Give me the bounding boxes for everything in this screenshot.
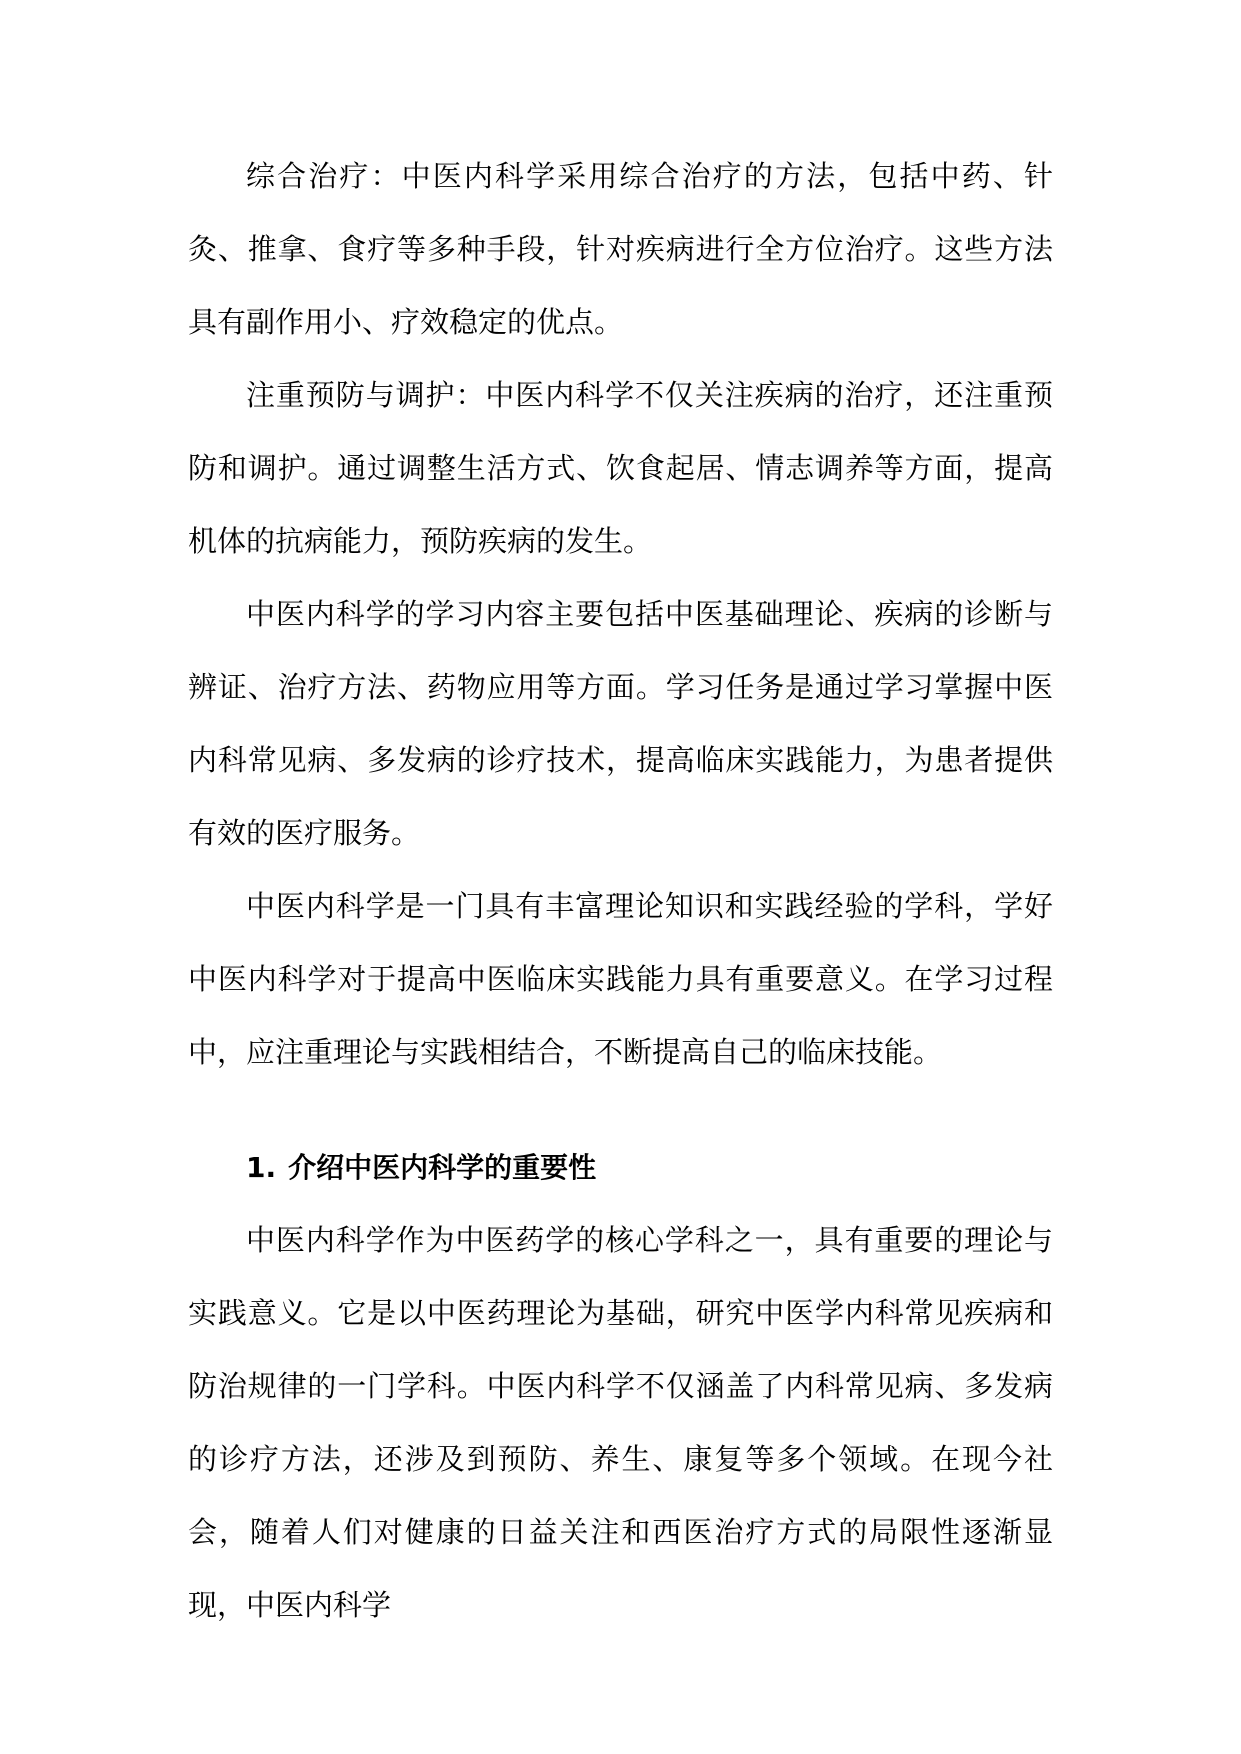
section-heading-text: 介绍中医内科学的重要性 <box>288 1151 597 1184</box>
section-heading <box>188 1131 1053 1204</box>
paragraph-prevention-and-care: 注重预防与调护：中医内科学不仅关注疾病的治疗，还注重预防和调护。通过调整生活方式、饮食起居、情志调养等方面，提高机体的抗病能力，预防疾病的发生。 <box>188 378 1053 558</box>
paragraph-learning-content: 中医内科学的学习内容主要包括中医基础理论、疾病的诊断与辨证、治疗方法、药物应用等方面。学习任务是通过学习掌握中医内科常见病、多发病的诊疗技术，提高临床实践能力，为患者提供有效的医疗服务。 <box>188 597 1053 850</box>
section-heading-number: 1. <box>246 1151 277 1184</box>
paragraph-comprehensive-treatment: 综合治疗：中医内科学采用综合治疗的方法，包括中药、针灸、推拿、食疗等多种手段，针对疾病进行全方位治疗。这些方法具有副作用小、疗效稳定的优点。 <box>188 159 1053 339</box>
paragraph-summary: 中医内科学是一门具有丰富理论知识和实践经验的学科，学好中医内科学对于提高中医临床实践能力具有重要意义。在学习过程中，应注重理论与实践相结合，不断提高自己的临床技能。 <box>188 889 1053 1069</box>
paragraph-importance-intro: 中医内科学作为中医药学的核心学科之一，具有重要的理论与实践意义。它是以中医药理论为基础，研究中医学内科常见疾病和防治规律的一门学科。中医内科学不仅涵盖了内科常见病、多发病的诊疗方法，还涉及到预防、养生、康复等多个领域。在现今社会，随着人们对健康的日益关注和西医治疗方式的局限性逐渐显现，中医内科学 <box>188 1223 1053 1622</box>
document-body <box>188 140 1053 1642</box>
